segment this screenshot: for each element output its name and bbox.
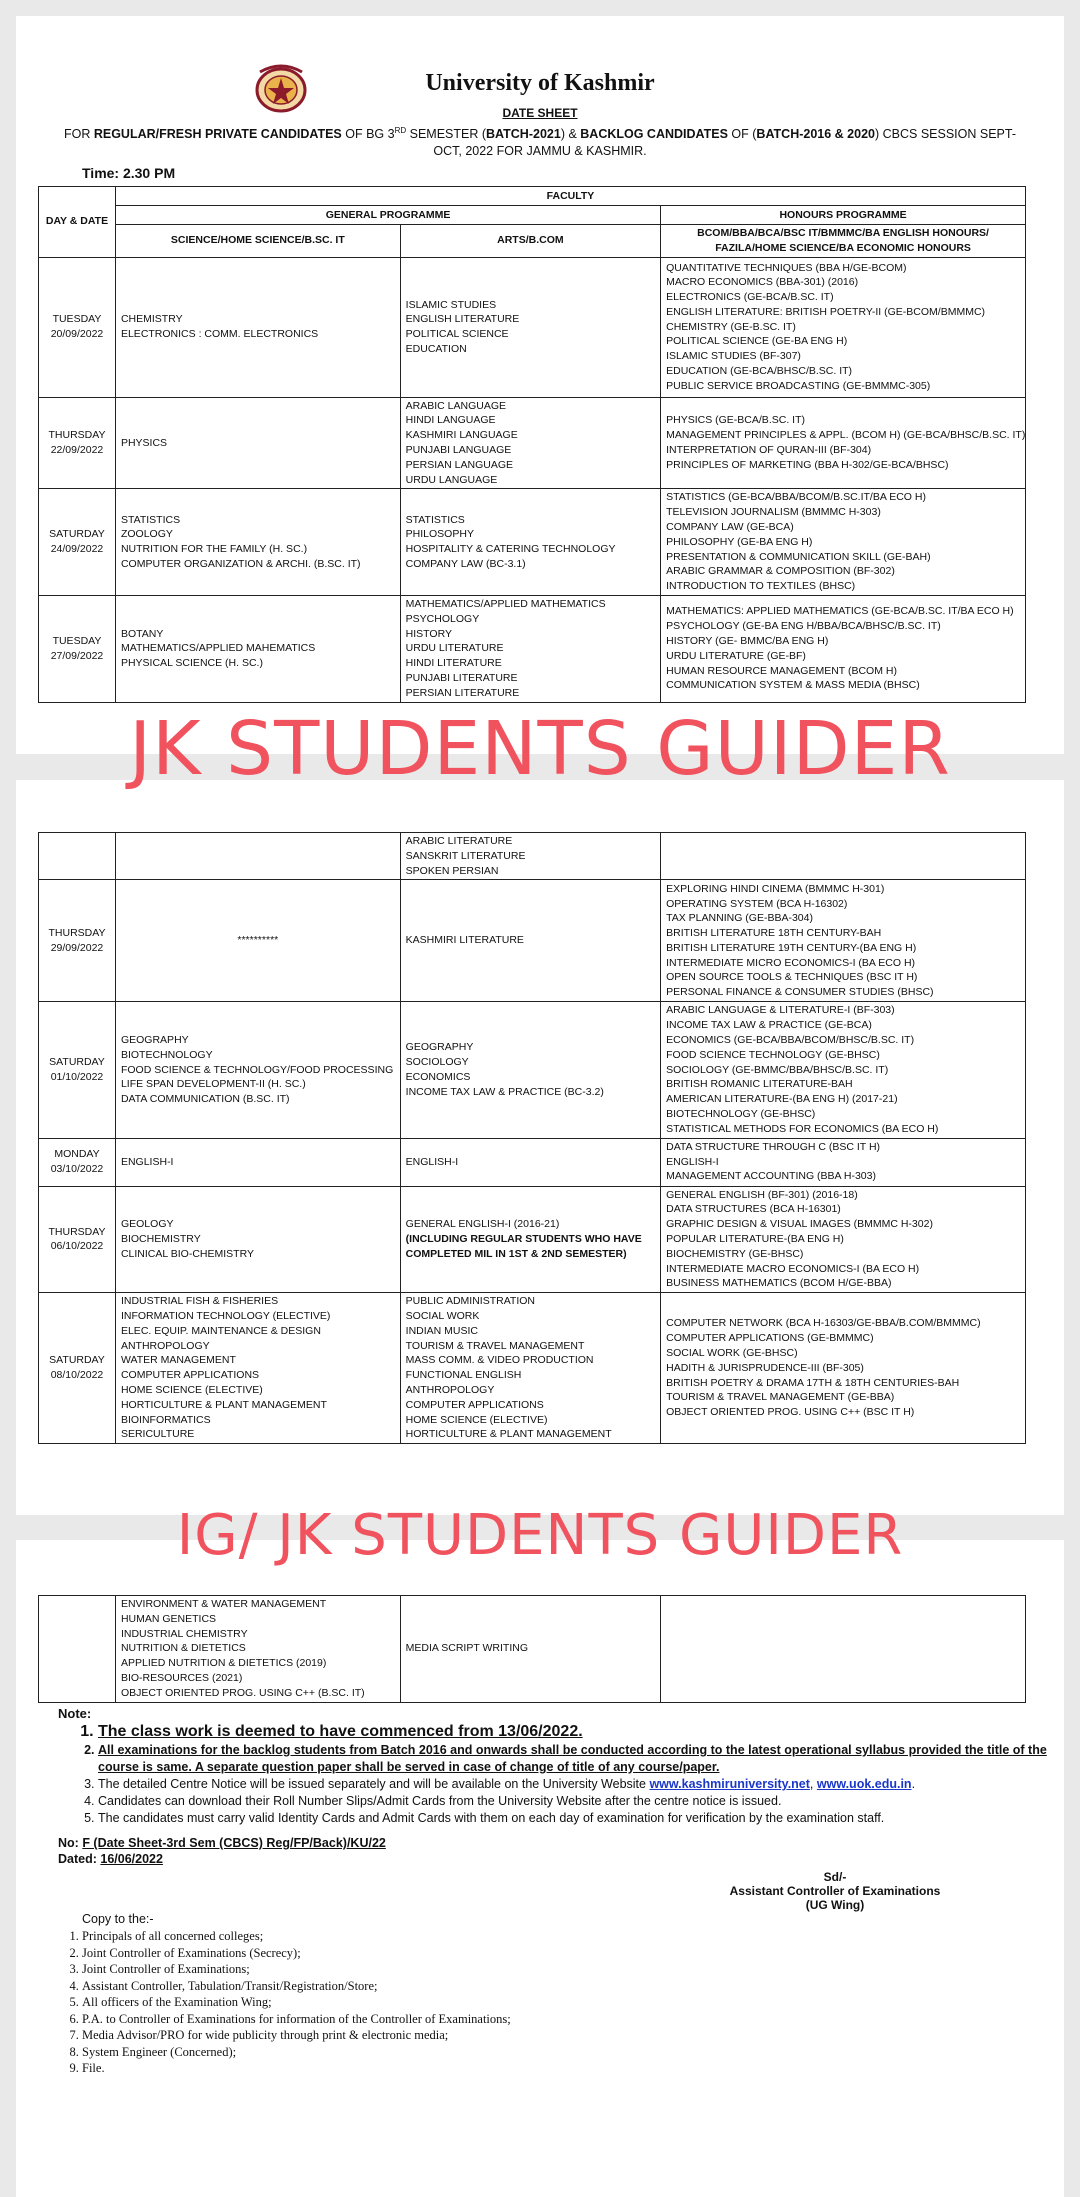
exam-day-row — [39, 833, 1026, 880]
exam-subject: ENGLISH LITERATURE — [405, 313, 520, 326]
exam-subject: STATISTICAL METHODS FOR ECONOMICS (BA ECO H) — [666, 1122, 939, 1135]
exam-subject: ********** — [237, 934, 279, 947]
exam-subject: INTERMEDIATE MICRO ECONOMICS-I (BA ECO H) — [666, 956, 916, 969]
exam-subject: GEOGRAPHY — [120, 1033, 189, 1046]
exam-day: TUESDAY — [52, 313, 102, 326]
exam-subject: INFORMATION TECHNOLOGY (ELECTIVE) — [120, 1309, 331, 1322]
exam-subject: SERICULTURE — [120, 1428, 195, 1441]
arts-subjects-cell — [400, 880, 660, 1002]
exam-subject: COMMUNICATION SYSTEM & MASS MEDIA (BHSC) — [666, 679, 920, 692]
science-subjects-cell — [115, 1596, 400, 1703]
exam-day: MONDAY — [54, 1148, 100, 1161]
exam-subject: MATHEMATICS/APPLIED MATHEMATICS — [405, 597, 606, 610]
exam-day: SATURDAY — [49, 1056, 105, 1069]
exam-subject: URDU LITERATURE — [405, 642, 504, 655]
exam-subject: STATISTICS — [120, 513, 181, 526]
exam-subject: OPEN SOURCE TOOLS & TECHNIQUES (BSC IT H) — [666, 971, 918, 984]
honours-subjects-cell — [661, 595, 1026, 702]
exam-subject: ECONOMICS (GE-BCA/BBA/BCOM/BHSC/B.SC. IT) — [666, 1033, 915, 1046]
date-sheet-table-page-3 — [38, 1595, 1026, 1703]
exam-subject: INDUSTRIAL FISH & FISHERIES — [120, 1295, 279, 1308]
exam-subject: MASS COMM. & VIDEO PRODUCTION — [405, 1354, 594, 1367]
exam-subject: TOURISM & TRAVEL MANAGEMENT (GE-BBA) — [666, 1391, 895, 1404]
exam-subject: FOOD SCIENCE & TECHNOLOGY/FOOD PROCESSING — [120, 1063, 394, 1076]
exam-subject: POPULAR LITERATURE-(BA ENG H) — [666, 1232, 844, 1245]
exam-subject: BRITISH ROMANIC LITERATURE-BAH — [666, 1078, 853, 1091]
exam-date: 06/10/2022 — [50, 1240, 104, 1253]
exam-subject: ZOOLOGY — [120, 528, 173, 541]
watermark-text-instagram: IG/ JK STUDENTS GUIDER — [176, 1503, 904, 1568]
exam-subject: OBJECT ORIENTED PROG. USING C++ (B.SC. IT) — [120, 1686, 365, 1699]
header-arts: ARTS/B.COM — [400, 225, 660, 258]
exam-subject: TAX PLANNING (GE-BBA-304) — [666, 912, 813, 925]
exam-subject: MATHEMATICS/APPLIED MAHEMATICS — [120, 642, 316, 655]
honours-subjects-cell — [661, 1002, 1026, 1138]
exam-subject: HISTORY — [405, 627, 452, 640]
honours-subjects-cell — [661, 489, 1026, 596]
day-date-cell — [39, 1293, 116, 1444]
day-date-cell — [39, 1186, 116, 1293]
note-4: 4. Candidates can download their Roll Number Slips/Admit Cards from the University Website after the centre notice is issued. — [98, 1793, 1058, 1810]
exam-subject: COMPUTER ORGANIZATION & ARCHI. (B.SC. IT) — [120, 557, 361, 570]
exam-subject: EDUCATION (GE-BCA/BHSC/B.SC. IT) — [666, 365, 853, 378]
signature-block — [690, 1870, 980, 1912]
exam-subject: COMPUTER NETWORK (BCA H-16303/GE-BBA/B.COM/BMMMC) — [666, 1317, 981, 1330]
copy-recipient: 5. All officers of the Examination Wing; — [82, 1994, 511, 2011]
copy-recipient: 8. System Engineer (Concerned); — [82, 2044, 511, 2061]
honours-subjects-cell — [661, 880, 1026, 1002]
exam-subject: SPOKEN PERSIAN — [405, 864, 499, 877]
exam-subject: ANTHROPOLOGY — [405, 1383, 495, 1396]
note-5: 5. The candidates must carry valid Identity Cards and Admit Cards with them on each day of examination for verification by the examination staff. — [98, 1810, 1058, 1827]
signatory-title: Assistant Controller of Examinations — [729, 1884, 941, 1898]
exam-subject: BIO-RESOURCES (2021) — [120, 1671, 243, 1684]
exam-subject: OPERATING SYSTEM (BCA H-16302) — [666, 897, 848, 910]
exam-subject: STATISTICS — [405, 513, 465, 526]
exam-day-row — [39, 257, 1026, 397]
exam-subject: HINDI LANGUAGE — [405, 414, 496, 427]
honours-subjects-cell — [661, 1138, 1026, 1186]
notes-heading: Note: — [58, 1706, 92, 1721]
exam-subject: INTERMEDIATE MACRO ECONOMICS-I (BA ECO H) — [666, 1262, 920, 1275]
day-date-cell — [39, 1002, 116, 1138]
copy-recipient: 1. Principals of all concerned colleges; — [82, 1928, 511, 1945]
exam-subject: CHEMISTRY (GE-B.SC. IT) — [666, 320, 796, 333]
exam-subject: COMPUTER APPLICATIONS — [405, 1398, 544, 1411]
exam-subject: WATER MANAGEMENT — [120, 1354, 236, 1367]
exam-subject: INCOME TAX LAW & PRACTICE (GE-BCA) — [666, 1019, 872, 1032]
header-faculty: FACULTY — [115, 187, 1025, 206]
exam-subject: ISLAMIC STUDIES — [405, 298, 497, 311]
exam-subject: LIFE SPAN DEVELOPMENT-II (H. SC.) — [120, 1078, 306, 1091]
exam-subject: HOSPITALITY & CATERING TECHNOLOGY — [405, 543, 616, 556]
exam-subject: PUBLIC SERVICE BROADCASTING (GE-BMMMC-305) — [666, 379, 931, 392]
exam-subject: HORTICULTURE & PLANT MANAGEMENT — [405, 1428, 612, 1441]
exam-subject: ELECTRONICS (GE-BCA/B.SC. IT) — [666, 291, 834, 304]
honours-subjects-cell — [661, 1186, 1026, 1293]
signatory-wing: (UG Wing) — [805, 1898, 865, 1912]
exam-subject: NUTRITION & DIETETICS — [120, 1642, 246, 1655]
day-date-cell — [39, 1138, 116, 1186]
exam-subject: FUNCTIONAL ENGLISH — [405, 1369, 522, 1382]
university-name: University of Kashmir — [425, 70, 655, 96]
exam-subject: PRINCIPLES OF MARKETING (BBA H-302/GE-BCA/BHSC) — [666, 458, 949, 471]
honours-subjects-cell — [661, 397, 1026, 489]
exam-subject: CHEMISTRY — [120, 313, 183, 326]
kashmir-university-link[interactable]: www.kashmiruniversity.net — [649, 1777, 810, 1791]
exam-day-row — [39, 489, 1026, 596]
day-date-cell — [39, 880, 116, 1002]
exam-day: THURSDAY — [48, 429, 106, 442]
exam-subject: GRAPHIC DESIGN & VISUAL IMAGES (BMMMC H-302) — [666, 1218, 933, 1231]
exam-subject: ENVIRONMENT & WATER MANAGEMENT — [120, 1598, 327, 1610]
exam-date: 01/10/2022 — [50, 1070, 104, 1083]
exam-subject: BRITISH LITERATURE 19TH CENTURY-(BA ENG H) — [666, 941, 917, 954]
exam-subject: COMPANY LAW (BC-3.1) — [405, 557, 526, 570]
exam-subject: HISTORY (GE- BMMC/BA ENG H) — [666, 634, 829, 647]
exam-subject: INDIAN MUSIC — [405, 1324, 479, 1337]
exam-subject: BRITISH LITERATURE 18TH CENTURY-BAH — [666, 927, 882, 940]
exam-subject: DATA COMMUNICATION (B.SC. IT) — [120, 1093, 290, 1106]
signed-mark: Sd/- — [823, 1870, 847, 1884]
science-subjects-cell — [115, 489, 400, 596]
exam-subject: ARABIC LANGUAGE — [405, 399, 507, 412]
exam-subject: COMPUTER APPLICATIONS — [120, 1369, 260, 1382]
exam-subject: PHILOSOPHY (GE-BA ENG H) — [666, 535, 813, 548]
exam-subject: KASHMIRI LANGUAGE — [405, 429, 518, 442]
exam-day: THURSDAY — [48, 927, 106, 940]
exam-subject: CLINICAL BIO-CHEMISTRY — [120, 1247, 254, 1260]
header-honours-programme: HONOURS PROGRAMME — [661, 206, 1026, 225]
note-2: 2. All examinations for the backlog students from Batch 2016 and onwards shall be conducted according to the latest operational syllabus provided the title of the course is same. A separate question paper shall be served in case of change of title of any course/paper. — [98, 1742, 1058, 1776]
exam-day-row — [39, 1186, 1026, 1293]
exam-subject: TELEVISION JOURNALISM (BMMMC H-303) — [666, 506, 881, 519]
exam-subject: MANAGEMENT ACCOUNTING (BBA H-303) — [666, 1170, 876, 1183]
exam-subject: ISLAMIC STUDIES (BF-307) — [666, 350, 801, 363]
exam-subject: INCOME TAX LAW & PRACTICE (BC-3.2) — [405, 1085, 604, 1098]
exam-subject: GENERAL ENGLISH-I (2016-21) — [405, 1218, 560, 1231]
exam-subject: HOME SCIENCE (ELECTIVE) — [120, 1383, 263, 1396]
uok-link[interactable]: www.uok.edu.in — [816, 1777, 912, 1791]
exam-day-row — [39, 1596, 1026, 1703]
exam-subject: AMERICAN LITERATURE-(BA ENG H) (2017-21) — [666, 1093, 898, 1106]
honours-subjects-cell — [661, 257, 1026, 397]
exam-subject: QUANTITATIVE TECHNIQUES (BBA H/GE-BCOM) — [666, 261, 907, 274]
exam-subject: HADITH & JURISPRUDENCE-III (BF-305) — [666, 1361, 864, 1374]
exam-day-row — [39, 880, 1026, 1002]
exam-subject: MACRO ECONOMICS (BBA-301) (2016) — [666, 276, 859, 289]
arts-subjects-cell — [400, 489, 660, 596]
exam-subject: FOOD SCIENCE TECHNOLOGY (GE-BHSC) — [666, 1048, 880, 1061]
exam-subject: GEOLOGY — [120, 1218, 174, 1231]
header-science: SCIENCE/HOME SCIENCE/B.SC. IT — [115, 225, 400, 258]
science-subjects-cell — [115, 1293, 400, 1444]
exam-day: SATURDAY — [49, 1354, 105, 1367]
exam-date: 20/09/2022 — [50, 328, 104, 341]
science-subjects-cell — [115, 833, 400, 880]
copy-recipient: 3. Joint Controller of Examinations; — [82, 1961, 511, 1978]
arts-subjects-cell — [400, 833, 660, 880]
science-subjects-cell — [115, 397, 400, 489]
date-sheet-table-page-2 — [38, 832, 1026, 1444]
arts-subjects-cell — [400, 1186, 660, 1293]
date-sheet-table-page-1 — [38, 186, 1026, 703]
exam-subject: PRESENTATION & COMMUNICATION SKILL (GE-BAH) — [666, 550, 931, 563]
copy-recipient: 9. File. — [82, 2060, 511, 2077]
copy-recipient: 2. Joint Controller of Examinations (Secrecy); — [82, 1945, 511, 1962]
exam-subject: DATA STRUCTURE THROUGH C (BSC IT H) — [666, 1140, 881, 1153]
exam-subject: NUTRITION FOR THE FAMILY (H. SC.) — [120, 543, 308, 556]
exam-date: 29/09/2022 — [50, 941, 104, 954]
exam-subject: BIOTECHNOLOGY (GE-BHSC) — [666, 1107, 816, 1120]
exam-subject: COMPLETED MIL IN 1ST & 2ND SEMESTER) — [405, 1247, 627, 1260]
exam-subject: MATHEMATICS: APPLIED MATHEMATICS (GE-BCA/B.SC. IT/BA ECO H) — [666, 605, 1014, 618]
exam-subject: HOME SCIENCE (ELECTIVE) — [405, 1413, 548, 1426]
exam-subject: BIOTECHNOLOGY — [120, 1048, 213, 1061]
exam-date: 22/09/2022 — [50, 443, 104, 456]
note-3: 3. The detailed Centre Notice will be issued separately and will be available on the University Website www.kashmiruniversity.net, www.uok.edu.in. — [98, 1776, 1058, 1793]
honours-subjects-cell — [661, 1293, 1026, 1444]
science-subjects-cell — [115, 880, 400, 1002]
exam-subject: HORTICULTURE & PLANT MANAGEMENT — [120, 1398, 327, 1411]
reference-number: No: F (Date Sheet-3rd Sem (CBCS) Reg/FP/Back)/KU/22 — [58, 1836, 386, 1850]
science-subjects-cell — [115, 1002, 400, 1138]
exam-subject: BRITISH POETRY & DRAMA 17TH & 18TH CENTURIES-BAH — [666, 1376, 960, 1389]
exam-subject: PSYCHOLOGY — [405, 612, 480, 625]
exam-subject: EXPLORING HINDI CINEMA (BMMMC H-301) — [666, 882, 885, 895]
copy-recipient: 7. Media Advisor/PRO for wide publicity through print & electronic media; — [82, 2027, 511, 2044]
day-date-cell — [39, 833, 116, 880]
exam-subject: ARABIC GRAMMAR & COMPOSITION (BF-302) — [666, 565, 895, 578]
exam-subject: BUSINESS MATHEMATICS (BCOM H/GE-BBA) — [666, 1277, 892, 1290]
exam-subject: MEDIA SCRIPT WRITING — [405, 1642, 528, 1655]
exam-subject: PHILOSOPHY — [405, 528, 474, 541]
exam-subject: PUNJABI LITERATURE — [405, 671, 518, 684]
exam-subject: HINDI LITERATURE — [405, 657, 502, 670]
exam-subject: MANAGEMENT PRINCIPLES & APPL. (BCOM H) (GE-BCA/BHSC/B.SC. IT) — [666, 429, 1026, 442]
exam-day-row — [39, 1293, 1026, 1444]
exam-day: TUESDAY — [52, 634, 102, 647]
exam-subject: TOURISM & TRAVEL MANAGEMENT — [405, 1339, 585, 1352]
exam-subject: SOCIOLOGY — [405, 1056, 469, 1069]
exam-subject: POLITICAL SCIENCE — [405, 328, 509, 341]
exam-subject: ENGLISH-I — [666, 1155, 719, 1168]
honours-subjects-cell — [661, 1596, 1026, 1703]
exam-subject: PHYSICAL SCIENCE (H. SC.) — [120, 657, 263, 670]
exam-subject: PHYSICS — [120, 436, 168, 449]
exam-subject: BIOCHEMISTRY (GE-BHSC) — [666, 1247, 804, 1260]
header-day-date: DAY & DATE — [39, 187, 116, 258]
date-sheet-subtitle: FOR REGULAR/FRESH PRIVATE CANDIDATES OF BG 3RD SEMESTER (BATCH-2021) & BACKLOG CANDIDATES OF (BATCH-2016 & 2020) CBCS SESSION SEPT-OCT, 2022 FOR JAMMU & KASHMIR. — [63, 126, 1017, 159]
exam-subject: SOCIAL WORK — [405, 1309, 480, 1322]
exam-subject: PERSIAN LITERATURE — [405, 686, 520, 699]
exam-subject: URDU LANGUAGE — [405, 473, 498, 486]
exam-subject: SOCIAL WORK (GE-BHSC) — [666, 1346, 798, 1359]
arts-subjects-cell — [400, 257, 660, 397]
exam-subject: URDU LITERATURE (GE-BF) — [666, 649, 806, 662]
honours-subjects-cell — [661, 833, 1026, 880]
arts-subjects-cell — [400, 1596, 660, 1703]
exam-subject: INTERPRETATION OF QURAN-III (BF-304) — [666, 443, 872, 456]
exam-subject: KASHMIRI LITERATURE — [405, 934, 524, 947]
copy-recipient: 4. Assistant Controller, Tabulation/Transit/Registration/Store; — [82, 1978, 511, 1995]
exam-subject: ENGLISH-I — [405, 1155, 459, 1168]
exam-subject: ARABIC LANGUAGE & LITERATURE-I (BF-303) — [666, 1004, 895, 1017]
header-general-programme: GENERAL PROGRAMME — [115, 206, 660, 225]
arts-subjects-cell — [400, 1138, 660, 1186]
exam-subject: ENGLISH-I — [120, 1155, 174, 1168]
science-subjects-cell — [115, 257, 400, 397]
exam-day: SATURDAY — [49, 528, 105, 541]
exam-subject: STATISTICS (GE-BCA/BBA/BCOM/B.SC.IT/BA ECO H) — [666, 491, 926, 504]
day-date-cell — [39, 397, 116, 489]
watermark-text: JK STUDENTS GUIDER — [129, 706, 951, 792]
exam-day: THURSDAY — [48, 1225, 106, 1238]
exam-subject: HUMAN RESOURCE MANAGEMENT (BCOM H) — [666, 664, 897, 677]
exam-subject: SANSKRIT LITERATURE — [405, 849, 526, 862]
science-subjects-cell — [115, 1186, 400, 1293]
exam-subject: ECONOMICS — [405, 1070, 471, 1083]
exam-day-row — [39, 595, 1026, 702]
day-date-cell — [39, 489, 116, 596]
copy-recipient: 6. P.A. to Controller of Examinations for information of the Controller of Examinations; — [82, 2011, 511, 2028]
exam-subject: SOCIOLOGY (GE-BMMC/BBA/BHSC/B.SC. IT) — [666, 1063, 889, 1076]
exam-subject: PUNJABI LANGUAGE — [405, 443, 512, 456]
science-subjects-cell — [115, 1138, 400, 1186]
exam-subject: COMPANY LAW (GE-BCA) — [666, 520, 794, 533]
exam-subject: ELECTRONICS : COMM. ELECTRONICS — [120, 328, 319, 341]
day-date-cell — [39, 257, 116, 397]
exam-subject: HUMAN GENETICS — [120, 1612, 217, 1625]
exam-subject: PERSONAL FINANCE & CONSUMER STUDIES (BHSC) — [666, 986, 934, 999]
science-subjects-cell — [115, 595, 400, 702]
exam-subject: PSYCHOLOGY (GE-BA ENG H/BBA/BCA/BHSC/B.SC. IT) — [666, 620, 941, 633]
exam-day-row — [39, 397, 1026, 489]
arts-subjects-cell — [400, 1002, 660, 1138]
exam-date: 08/10/2022 — [50, 1369, 104, 1382]
exam-subject: PERSIAN LANGUAGE — [405, 458, 514, 471]
arts-subjects-cell — [400, 595, 660, 702]
table-body-page-3 — [39, 1596, 1026, 1703]
table-body-page-1 — [39, 257, 1026, 702]
exam-day-row — [39, 1138, 1026, 1186]
exam-subject: ARABIC LITERATURE — [405, 835, 513, 847]
exam-subject: BOTANY — [120, 627, 164, 640]
date-sheet-heading: DATE SHEET — [502, 106, 578, 120]
note-1: 1. The class work is deemed to have commenced from 13/06/2022. — [98, 1722, 1058, 1742]
exam-subject: OBJECT ORIENTED PROG. USING C++ (BSC IT H) — [666, 1406, 915, 1419]
arts-subjects-cell — [400, 397, 660, 489]
exam-subject: DATA STRUCTURES (BCA H-16301) — [666, 1203, 841, 1216]
exam-subject: PUBLIC ADMINISTRATION — [405, 1295, 535, 1308]
issue-date: Dated: 16/06/2022 — [58, 1852, 163, 1866]
exam-date: 24/09/2022 — [50, 543, 104, 556]
exam-subject: ELEC. EQUIP. MAINTENANCE & DESIGN — [120, 1324, 321, 1337]
exam-subject: PHYSICS (GE-BCA/B.SC. IT) — [666, 414, 805, 427]
exam-date: 27/09/2022 — [50, 649, 104, 662]
notes-list — [58, 1722, 1058, 1827]
exam-subject: ENGLISH LITERATURE: BRITISH POETRY-II (GE-BCOM/BMMMC) — [666, 305, 986, 318]
copy-to-list — [62, 1928, 511, 2077]
exam-subject: EDUCATION — [405, 342, 467, 355]
exam-subject: GEOGRAPHY — [405, 1041, 474, 1054]
exam-subject: GENERAL ENGLISH (BF-301) (2016-18) — [666, 1188, 858, 1201]
exam-subject: (INCLUDING REGULAR STUDENTS WHO HAVE — [405, 1232, 642, 1245]
copy-to-heading: Copy to the:- — [82, 1912, 154, 1926]
day-date-cell — [39, 595, 116, 702]
exam-subject: INDUSTRIAL CHEMISTRY — [120, 1627, 248, 1640]
header-honours-courses: BCOM/BBA/BCA/BSC IT/BMMMC/BA ENGLISH HONOURS/ FAZILA/HOME SCIENCE/BA ECONOMIC HONOURS — [661, 225, 1026, 258]
exam-subject: INTRODUCTION TO TEXTILES (BHSC) — [666, 580, 856, 593]
exam-date: 03/10/2022 — [50, 1163, 104, 1176]
exam-subject: COMPUTER APPLICATIONS (GE-BMMMC) — [666, 1332, 874, 1345]
table-body-page-2 — [39, 833, 1026, 1444]
day-date-cell — [39, 1596, 116, 1703]
exam-time: Time: 2.30 PM — [82, 165, 176, 181]
exam-day-row — [39, 1002, 1026, 1138]
arts-subjects-cell — [400, 1293, 660, 1444]
exam-subject: BIOCHEMISTRY — [120, 1232, 201, 1245]
exam-subject: BIOINFORMATICS — [120, 1413, 211, 1426]
exam-subject: POLITICAL SCIENCE (GE-BA ENG H) — [666, 335, 848, 348]
exam-subject: APPLIED NUTRITION & DIETETICS (2019) — [120, 1657, 327, 1670]
exam-subject: ANTHROPOLOGY — [120, 1339, 210, 1352]
